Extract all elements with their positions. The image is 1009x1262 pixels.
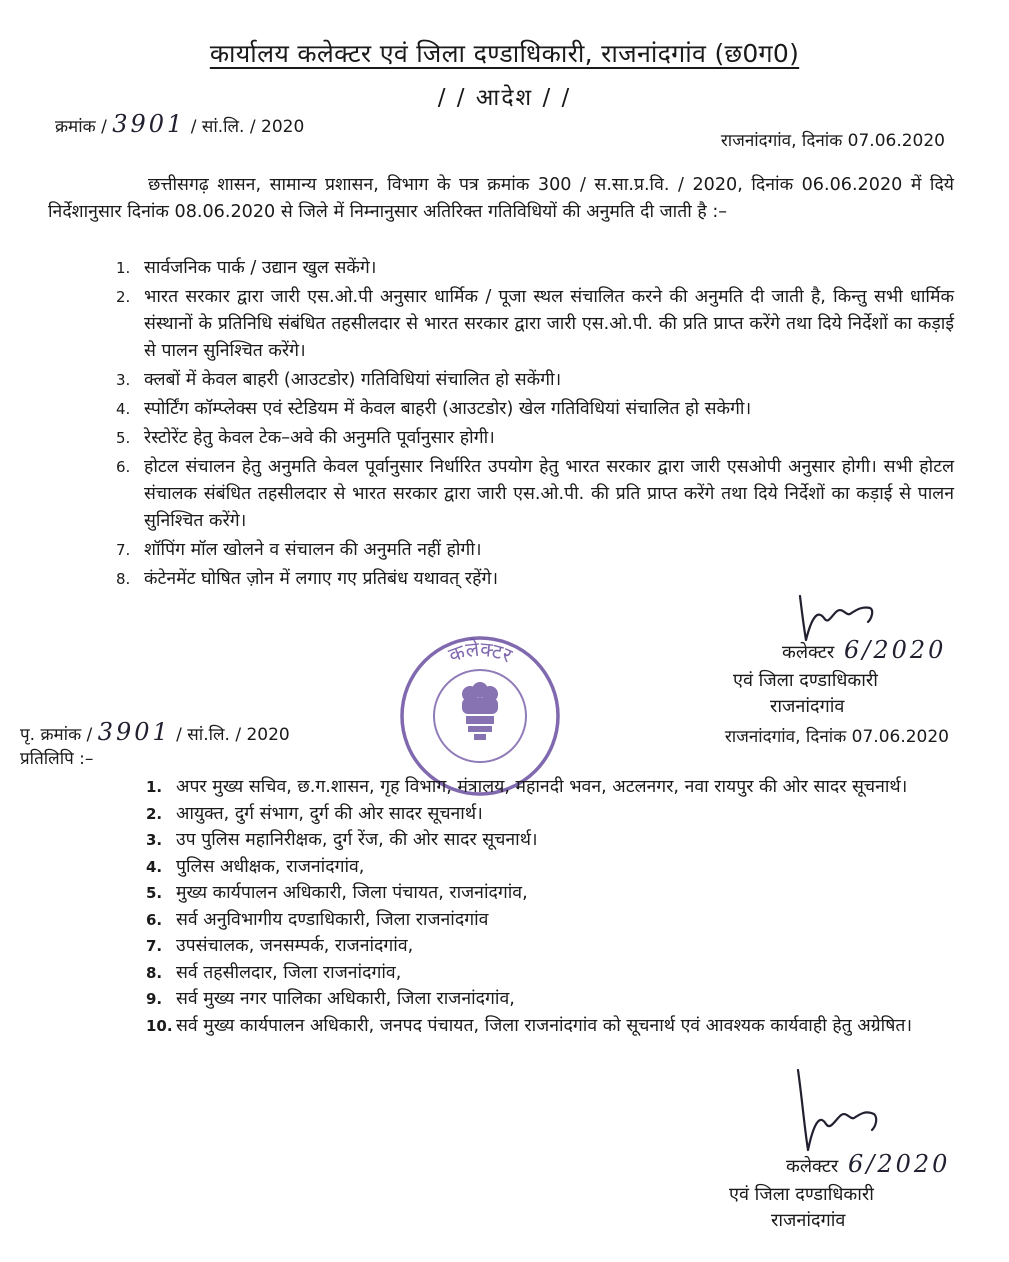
- activity-item-text: भारत सरकार द्वारा जारी एस.ओ.पी अनुसार धार्मिक / पूजा स्थल संचालित करने की अनुमति दी जाती है, किन्तु सभी धार्मिक संस्थानों के प्रतिनिधि संबंधित तहसीलदार से भारत सरकार द्वारा जारी एस.ओ.पी. की प्रति प्राप्त करेंगे तथा दिये निर्देशों का कड़ाई से पालन सुनिश्चित करेंगे।: [144, 287, 954, 361]
- copy-reference-line: [20, 718, 290, 746]
- recipient-item-number: 9.: [146, 990, 163, 1008]
- activity-item: [98, 255, 954, 282]
- activity-item-number: 1.: [116, 259, 131, 277]
- reference-place-date: राजनांदगांव, दिनांक 07.06.2020: [720, 131, 945, 151]
- recipient-item-text: सर्व मुख्य कार्यपालन अधिकारी, जनपद पंचायत, जिला राजनांदगांव को सूचनार्थ एवं आवश्यक कार्यवाही हेतु अग्रेषित।: [176, 1015, 913, 1036]
- recipient-item: [138, 960, 956, 987]
- signature1-place: राजनांदगांव: [770, 696, 845, 717]
- activity-item-text: रेस्टोरेंट हेतु केवल टेक–अवे की अनुमति पूर्वानुसार होगी।: [144, 428, 495, 448]
- copy-reference-suffix: / सां.लि. / 2020: [176, 725, 290, 745]
- copy-place-date: राजनांदगांव, दिनांक 07.06.2020: [724, 727, 949, 747]
- activity-item-number: 6.: [116, 458, 131, 476]
- copy-reference-number: 3901: [97, 718, 171, 746]
- recipient-item-text: पुलिस अधीक्षक, राजनांदगांव,: [176, 856, 365, 877]
- activity-item-number: 3.: [116, 371, 131, 389]
- recipient-item: [138, 1013, 956, 1040]
- recipient-item-text: उपसंचालक, जनसम्पर्क, राजनांदगांव,: [176, 936, 414, 956]
- recipient-item-number: 5.: [146, 884, 163, 902]
- activity-item-number: 4.: [116, 400, 131, 418]
- recipient-item-text: उप पुलिस महानिरीक्षक, दुर्ग रेंज, की ओर सादर सूचनार्थ।: [176, 830, 538, 850]
- activity-item-number: 7.: [116, 541, 131, 559]
- recipient-item-number: 3.: [146, 831, 163, 849]
- recipient-item-text: मुख्य कार्यपालन अधिकारी, जिला पंचायत, राजनांदगांव,: [176, 883, 528, 903]
- recipient-item-number: 8.: [146, 963, 163, 982]
- recipient-item: [138, 907, 956, 934]
- activity-item: [98, 425, 954, 452]
- reference-prefix: क्रमांक /: [55, 117, 107, 137]
- recipient-item-text: आयुक्त, दुर्ग संभाग, दुर्ग की ओर सादर सूचनार्थ।: [176, 803, 483, 824]
- seal-text: कलेक्टर: [445, 636, 516, 668]
- signature1-line: [782, 636, 946, 664]
- signature1-designation: कलेक्टर: [782, 642, 835, 663]
- activity-item-text: क्लबों में केवल बाहरी (आउटडोर) गतिविधियां संचालित हो सकेंगी।: [144, 370, 562, 390]
- recipient-item-number: 6.: [146, 910, 163, 929]
- activity-item: [98, 284, 954, 365]
- activity-item-number: 5.: [116, 429, 131, 447]
- activity-item-number: 2.: [116, 288, 131, 306]
- activity-item: [98, 454, 954, 535]
- signature2-date: 6/2020: [848, 1150, 951, 1178]
- recipients-list: [138, 774, 956, 1039]
- activity-item-text: कंटेनमेंट घोषित ज़ोन में लगाए गए प्रतिबंध यथावत् रहेंगे।: [144, 569, 499, 589]
- recipient-item: [138, 801, 956, 828]
- reference-number: 3901: [112, 110, 186, 138]
- recipient-item-text: सर्व तहसीलदार, जिला राजनांदगांव,: [176, 962, 402, 983]
- activity-item: [98, 396, 954, 423]
- activity-item-text: होटल संचालन हेतु अनुमति केवल पूर्वानुसार निर्धारित उपयोग हेतु भारत सरकार द्वारा जारी एसओपी अनुसार होगी। सभी होटल संचालक संबंधित तहसीलदार से भारत सरकार द्वारा जारी एस.ओ.पी. की प्रति प्राप्त करेंगे तथा दिये निर्देशों का कड़ाई से पालन सुनिश्चित करेंगे।: [144, 457, 954, 531]
- body-paragraph: छत्तीसगढ़ शासन, सामान्य प्रशासन, विभाग के पत्र क्रमांक 300 / स.सा.प्र.वि. / 2020, दिनांक 06.06.2020 में दिये निर्देशानुसार दिनांक 08.06.2020 से जिले में निम्नानुसार अतिरिक्त गतिविधियों की अनुमति दी जाती है :–: [48, 175, 954, 222]
- activity-item-text: सार्वजनिक पार्क / उद्यान खुल सकेंगे।: [144, 258, 377, 278]
- signature2-designation: कलेक्टर: [786, 1156, 839, 1177]
- copy-label: प्रतिलिपि :–: [20, 749, 94, 769]
- recipient-item-number: 7.: [146, 937, 163, 955]
- recipient-item-number: 4.: [146, 857, 163, 876]
- reference-line: [55, 110, 304, 138]
- recipient-item: [138, 827, 956, 854]
- signature-mark: [790, 1064, 890, 1160]
- recipient-item: [138, 854, 956, 881]
- activity-item: [98, 537, 954, 564]
- activities-list: [98, 255, 954, 595]
- recipient-item: [138, 774, 956, 801]
- activity-item: [98, 367, 954, 394]
- signature2-place: राजनांदगांव: [771, 1210, 846, 1231]
- recipient-item: [138, 880, 956, 907]
- reference-suffix: / सां.लि. / 2020: [190, 117, 305, 137]
- order-title: / / आदेश / /: [437, 85, 572, 111]
- activity-item-text: शॉपिंग मॉल खोलने व संचालन की अनुमति नहीं होगी।: [144, 540, 482, 560]
- recipient-item-number: 2.: [146, 804, 163, 823]
- ashoka-emblem-icon: [462, 682, 498, 740]
- recipient-item-number: 10.: [146, 1016, 173, 1035]
- activity-item-number: 8.: [116, 570, 131, 588]
- recipient-item-text: अपर मुख्य सचिव, छ.ग.शासन, गृह विभाग, मंत्रालय, महानदी भवन, अटलनगर, नवा रायपुर की ओर सादर सूचनार्थ।: [176, 777, 908, 797]
- office-title: कार्यालय कलेक्टर एवं जिला दण्डाधिकारी, राजनांदगांव (छ0ग0): [209, 39, 800, 68]
- signature1-designation2: एवं जिला दण्डाधिकारी: [733, 670, 878, 691]
- recipient-item: [138, 986, 956, 1013]
- signature2-designation2: एवं जिला दण्डाधिकारी: [729, 1184, 874, 1205]
- recipient-item: [138, 933, 956, 960]
- activity-item-text: स्पोर्टिंग कॉम्प्लेक्स एवं स्टेडियम में केवल बाहरी (आउटडोर) खेल गतिविधियां संचालित हो सकेगी।: [144, 399, 752, 419]
- copy-reference-prefix: पृ. क्रमांक /: [20, 725, 93, 745]
- signature1-date: 6/2020: [844, 636, 947, 664]
- recipient-item-text: सर्व अनुविभागीय दण्डाधिकारी, जिला राजनांदगांव: [176, 909, 489, 930]
- recipient-item-number: 1.: [146, 778, 163, 796]
- signature2-line: [786, 1150, 950, 1178]
- recipient-item-text: सर्व मुख्य नगर पालिका अधिकारी, जिला राजनांदगांव,: [176, 989, 515, 1009]
